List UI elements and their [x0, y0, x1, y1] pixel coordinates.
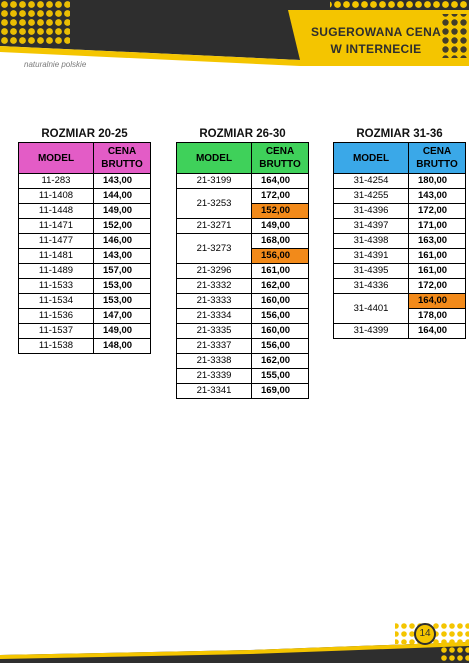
price-cell: 162,00 [252, 354, 309, 369]
model-cell: 21-3296 [177, 264, 252, 279]
column-header-model: MODEL [177, 143, 252, 174]
table-section-31-36 [333, 126, 466, 339]
price-cell: 161,00 [252, 264, 309, 279]
page-footer [0, 622, 469, 663]
price-cell: 160,00 [252, 294, 309, 309]
table-section-26-30 [176, 126, 309, 399]
model-cell: 21-3271 [177, 219, 252, 234]
table-row [177, 324, 309, 339]
column-header-model: MODEL [334, 143, 409, 174]
table-row [19, 189, 151, 204]
price-cell: 147,00 [94, 309, 151, 324]
footer-decoration [0, 622, 469, 663]
price-cell: 172,00 [409, 204, 466, 219]
model-cell: 11-1533 [19, 279, 94, 294]
price-cell-highlighted: 152,00 [252, 204, 309, 219]
table-row [177, 174, 309, 189]
model-cell: 21-3337 [177, 339, 252, 354]
price-cell: 161,00 [409, 249, 466, 264]
table-row [334, 234, 466, 249]
column-header-price-line1: CENA [422, 146, 452, 157]
model-cell: 31-4396 [334, 204, 409, 219]
model-cell: 21-3338 [177, 354, 252, 369]
model-cell: 31-4395 [334, 264, 409, 279]
column-header-price-line2: BRUTTO [101, 159, 143, 170]
model-cell: 31-4397 [334, 219, 409, 234]
table-row [19, 294, 151, 309]
model-cell: 21-3199 [177, 174, 252, 189]
table-header-row [334, 143, 466, 174]
table-row [177, 264, 309, 279]
model-cell: 21-3335 [177, 324, 252, 339]
price-cell: 172,00 [252, 189, 309, 204]
model-cell: 21-3339 [177, 369, 252, 384]
table-row [334, 174, 466, 189]
table-row [19, 234, 151, 249]
table-header-row [177, 143, 309, 174]
table-row [19, 339, 151, 354]
table-row [334, 294, 466, 309]
model-cell: 11-1537 [19, 324, 94, 339]
table-row [334, 264, 466, 279]
header-title-line1: SUGEROWANA CENA [310, 25, 442, 39]
table-row [19, 219, 151, 234]
model-cell: 11-1534 [19, 294, 94, 309]
table-section-20-25 [18, 126, 151, 354]
header-title [292, 24, 460, 58]
price-cell: 156,00 [252, 339, 309, 354]
model-cell: 31-4401 [334, 294, 409, 324]
table-row [177, 309, 309, 324]
page-header [0, 0, 469, 75]
table-title: ROZMIAR 31-36 [356, 128, 443, 140]
model-cell: 11-283 [19, 174, 94, 189]
header-title-line2: W INTERNECIE [330, 42, 422, 56]
price-cell: 161,00 [409, 264, 466, 279]
table-row [334, 189, 466, 204]
model-cell: 21-3341 [177, 384, 252, 399]
price-table [18, 142, 151, 354]
table-row [19, 264, 151, 279]
price-table [333, 142, 466, 339]
column-header-price-line1: CENA [107, 146, 137, 157]
price-cell: 169,00 [252, 384, 309, 399]
column-header-price-line2: BRUTTO [416, 159, 458, 170]
price-cell: 164,00 [252, 174, 309, 189]
model-cell: 31-4255 [334, 189, 409, 204]
model-cell: 11-1489 [19, 264, 94, 279]
model-cell: 31-4399 [334, 324, 409, 339]
table-title: ROZMIAR 20-25 [41, 128, 128, 140]
price-cell: 160,00 [252, 324, 309, 339]
price-cell: 143,00 [94, 174, 151, 189]
price-cell-highlighted: 156,00 [252, 249, 309, 264]
price-cell: 149,00 [94, 204, 151, 219]
table-row [334, 279, 466, 294]
model-cell: 11-1448 [19, 204, 94, 219]
price-cell: 164,00 [409, 324, 466, 339]
table-title: ROZMIAR 26-30 [199, 128, 286, 140]
price-cell: 149,00 [252, 219, 309, 234]
table-row [334, 219, 466, 234]
column-header-price [409, 143, 466, 174]
table-row [19, 204, 151, 219]
model-cell: 21-3273 [177, 234, 252, 264]
price-cell-highlighted: 164,00 [409, 294, 466, 309]
price-cell: 156,00 [252, 309, 309, 324]
model-cell: 11-1481 [19, 249, 94, 264]
price-cell: 146,00 [94, 234, 151, 249]
table-row [177, 384, 309, 399]
column-header-price-line1: CENA [265, 146, 295, 157]
model-cell: 21-3253 [177, 189, 252, 219]
column-header-model: MODEL [19, 143, 94, 174]
model-cell: 31-4254 [334, 174, 409, 189]
price-cell: 153,00 [94, 294, 151, 309]
price-table [176, 142, 309, 399]
table-row [177, 189, 309, 204]
table-row [19, 324, 151, 339]
table-row [177, 219, 309, 234]
table-row [19, 249, 151, 264]
price-cell: 163,00 [409, 234, 466, 249]
table-row [19, 174, 151, 189]
price-cell: 162,00 [252, 279, 309, 294]
price-cell: 157,00 [94, 264, 151, 279]
table-row [177, 339, 309, 354]
model-cell: 11-1536 [19, 309, 94, 324]
table-row [177, 294, 309, 309]
table-row [334, 249, 466, 264]
table-row [177, 354, 309, 369]
table-row [19, 279, 151, 294]
price-cell: 152,00 [94, 219, 151, 234]
price-cell: 144,00 [94, 189, 151, 204]
table-row [177, 234, 309, 249]
table-row [334, 204, 466, 219]
model-cell: 21-3333 [177, 294, 252, 309]
header-subtitle: naturalnie polskie [24, 60, 87, 69]
table-row [334, 324, 466, 339]
model-cell: 11-1538 [19, 339, 94, 354]
price-cell: 143,00 [409, 189, 466, 204]
model-cell: 11-1477 [19, 234, 94, 249]
table-header-row [19, 143, 151, 174]
column-header-price-line2: BRUTTO [259, 159, 301, 170]
model-cell: 31-4398 [334, 234, 409, 249]
price-cell: 168,00 [252, 234, 309, 249]
model-cell: 31-4391 [334, 249, 409, 264]
price-cell: 172,00 [409, 279, 466, 294]
column-header-price [252, 143, 309, 174]
price-cell: 143,00 [94, 249, 151, 264]
price-cell: 148,00 [94, 339, 151, 354]
price-cell: 171,00 [409, 219, 466, 234]
model-cell: 11-1408 [19, 189, 94, 204]
column-header-price [94, 143, 151, 174]
model-cell: 21-3334 [177, 309, 252, 324]
table-row [177, 369, 309, 384]
price-cell: 178,00 [409, 309, 466, 324]
model-cell: 11-1471 [19, 219, 94, 234]
page-number: 14 [414, 623, 436, 645]
price-cell: 153,00 [94, 279, 151, 294]
model-cell: 31-4336 [334, 279, 409, 294]
price-cell: 180,00 [409, 174, 466, 189]
table-row [19, 309, 151, 324]
price-cell: 155,00 [252, 369, 309, 384]
model-cell: 21-3332 [177, 279, 252, 294]
table-row [177, 279, 309, 294]
price-cell: 149,00 [94, 324, 151, 339]
